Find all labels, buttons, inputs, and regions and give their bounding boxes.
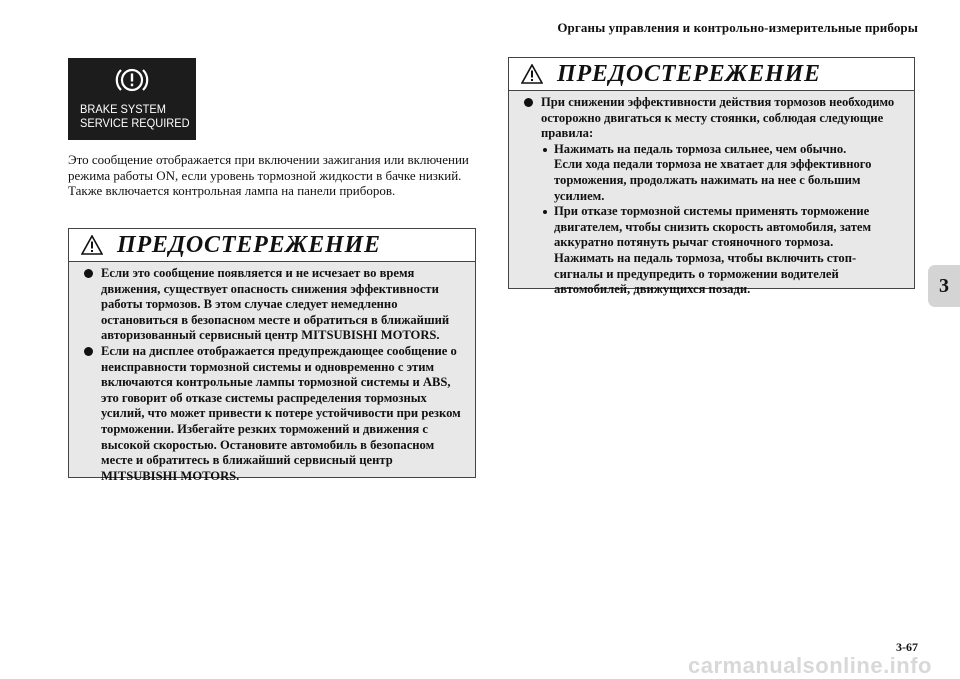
warning-header xyxy=(69,229,475,262)
warning-triangle-icon xyxy=(81,235,103,255)
bullet-icon xyxy=(84,269,93,278)
warning-title: ПРЕДОСТЕРЕЖЕНИЕ xyxy=(557,60,821,87)
running-header: Органы управления и контрольно-измерительные приборы xyxy=(557,20,918,35)
display-line-1: BRAKE SYSTEM xyxy=(80,102,166,116)
sub-bullet-icon xyxy=(543,148,547,152)
chapter-tab xyxy=(928,265,960,307)
warning-item-text: Если это сообщение появляется и не исчезает во время движения, существует опасность снижения эффективности работы тормозов. В этом случае следует немедленно остановиться в безопасном месте и обратиться в ближайший авторизованный сервисный центр MITSUBISHI MOTORS. xyxy=(101,266,450,343)
chapter-number: 3 xyxy=(939,274,949,297)
description-paragraph-1: Это сообщение отображается при включении зажигания или включении режима работы ON, если уровень тормозной жидкости в бачке низкий. xyxy=(68,152,469,183)
warning-item-text: При снижении эффективности действия тормозов необходимо осторожно двигаться к месту стоянки, соблюдая следующие правила: xyxy=(541,95,895,141)
warning-item-text: Если на дисплее отображается предупреждающее сообщение о неисправности тормозной системы и одновременно с этим включаются контрольные лампы тормозной системы и ABS, это говорит об отказе системы распределения тормозных усилий, что может привести к потере устойчивости при резком торможении. Избегайте резких торможений и движения с высокой скоростью. Остановите автомобиль в безопасном месте и обратитесь в ближайший сервисный центр MITSUBISHI MOTORS. xyxy=(101,343,461,483)
brake-message-display xyxy=(68,58,196,140)
warning-title: ПРЕДОСТЕРЕЖЕНИЕ xyxy=(117,231,381,258)
warning-item xyxy=(83,344,465,484)
warning-box-left xyxy=(68,228,476,483)
warning-header xyxy=(509,58,914,91)
display-line-2: SERVICE REQUIRED xyxy=(80,116,190,130)
sub-item-text: При отказе тормозной системы применять торможение двигателем, чтобы снизить скорость автомобиля, затем аккуратно потянуть рычаг стояночного тормоза. xyxy=(554,204,872,250)
warning-body xyxy=(509,91,914,298)
bullet-icon xyxy=(84,347,93,356)
description-text xyxy=(68,152,478,199)
sub-item xyxy=(541,204,904,251)
sub-item xyxy=(541,142,904,158)
sub-item-continuation: Нажимать на педаль тормоза, чтобы включить стоп-сигналы и предупредить о торможении водителей автомобилей, движущихся позади. xyxy=(554,250,857,297)
warning-box-right xyxy=(508,57,915,297)
watermark: carmanualsonline.info xyxy=(688,653,932,678)
warning-item xyxy=(83,266,465,344)
sub-item-continuation: Если хода педали тормоза не хватает для эффективного торможения, продолжать нажимать на нее с большим усилием. xyxy=(554,157,872,203)
sub-item-text: Нажимать на педаль тормоза сильнее, чем обычно. xyxy=(554,141,847,156)
bullet-icon xyxy=(524,98,533,107)
warning-triangle-icon xyxy=(521,64,543,84)
brake-warning-icon xyxy=(114,65,150,95)
description-paragraph-2: Также включается контрольная лампа на панели приборов. xyxy=(68,183,396,198)
page-number: 3-67 xyxy=(896,640,918,654)
warning-body xyxy=(69,262,475,484)
warning-item xyxy=(523,95,904,298)
sub-bullet-icon xyxy=(543,210,547,214)
